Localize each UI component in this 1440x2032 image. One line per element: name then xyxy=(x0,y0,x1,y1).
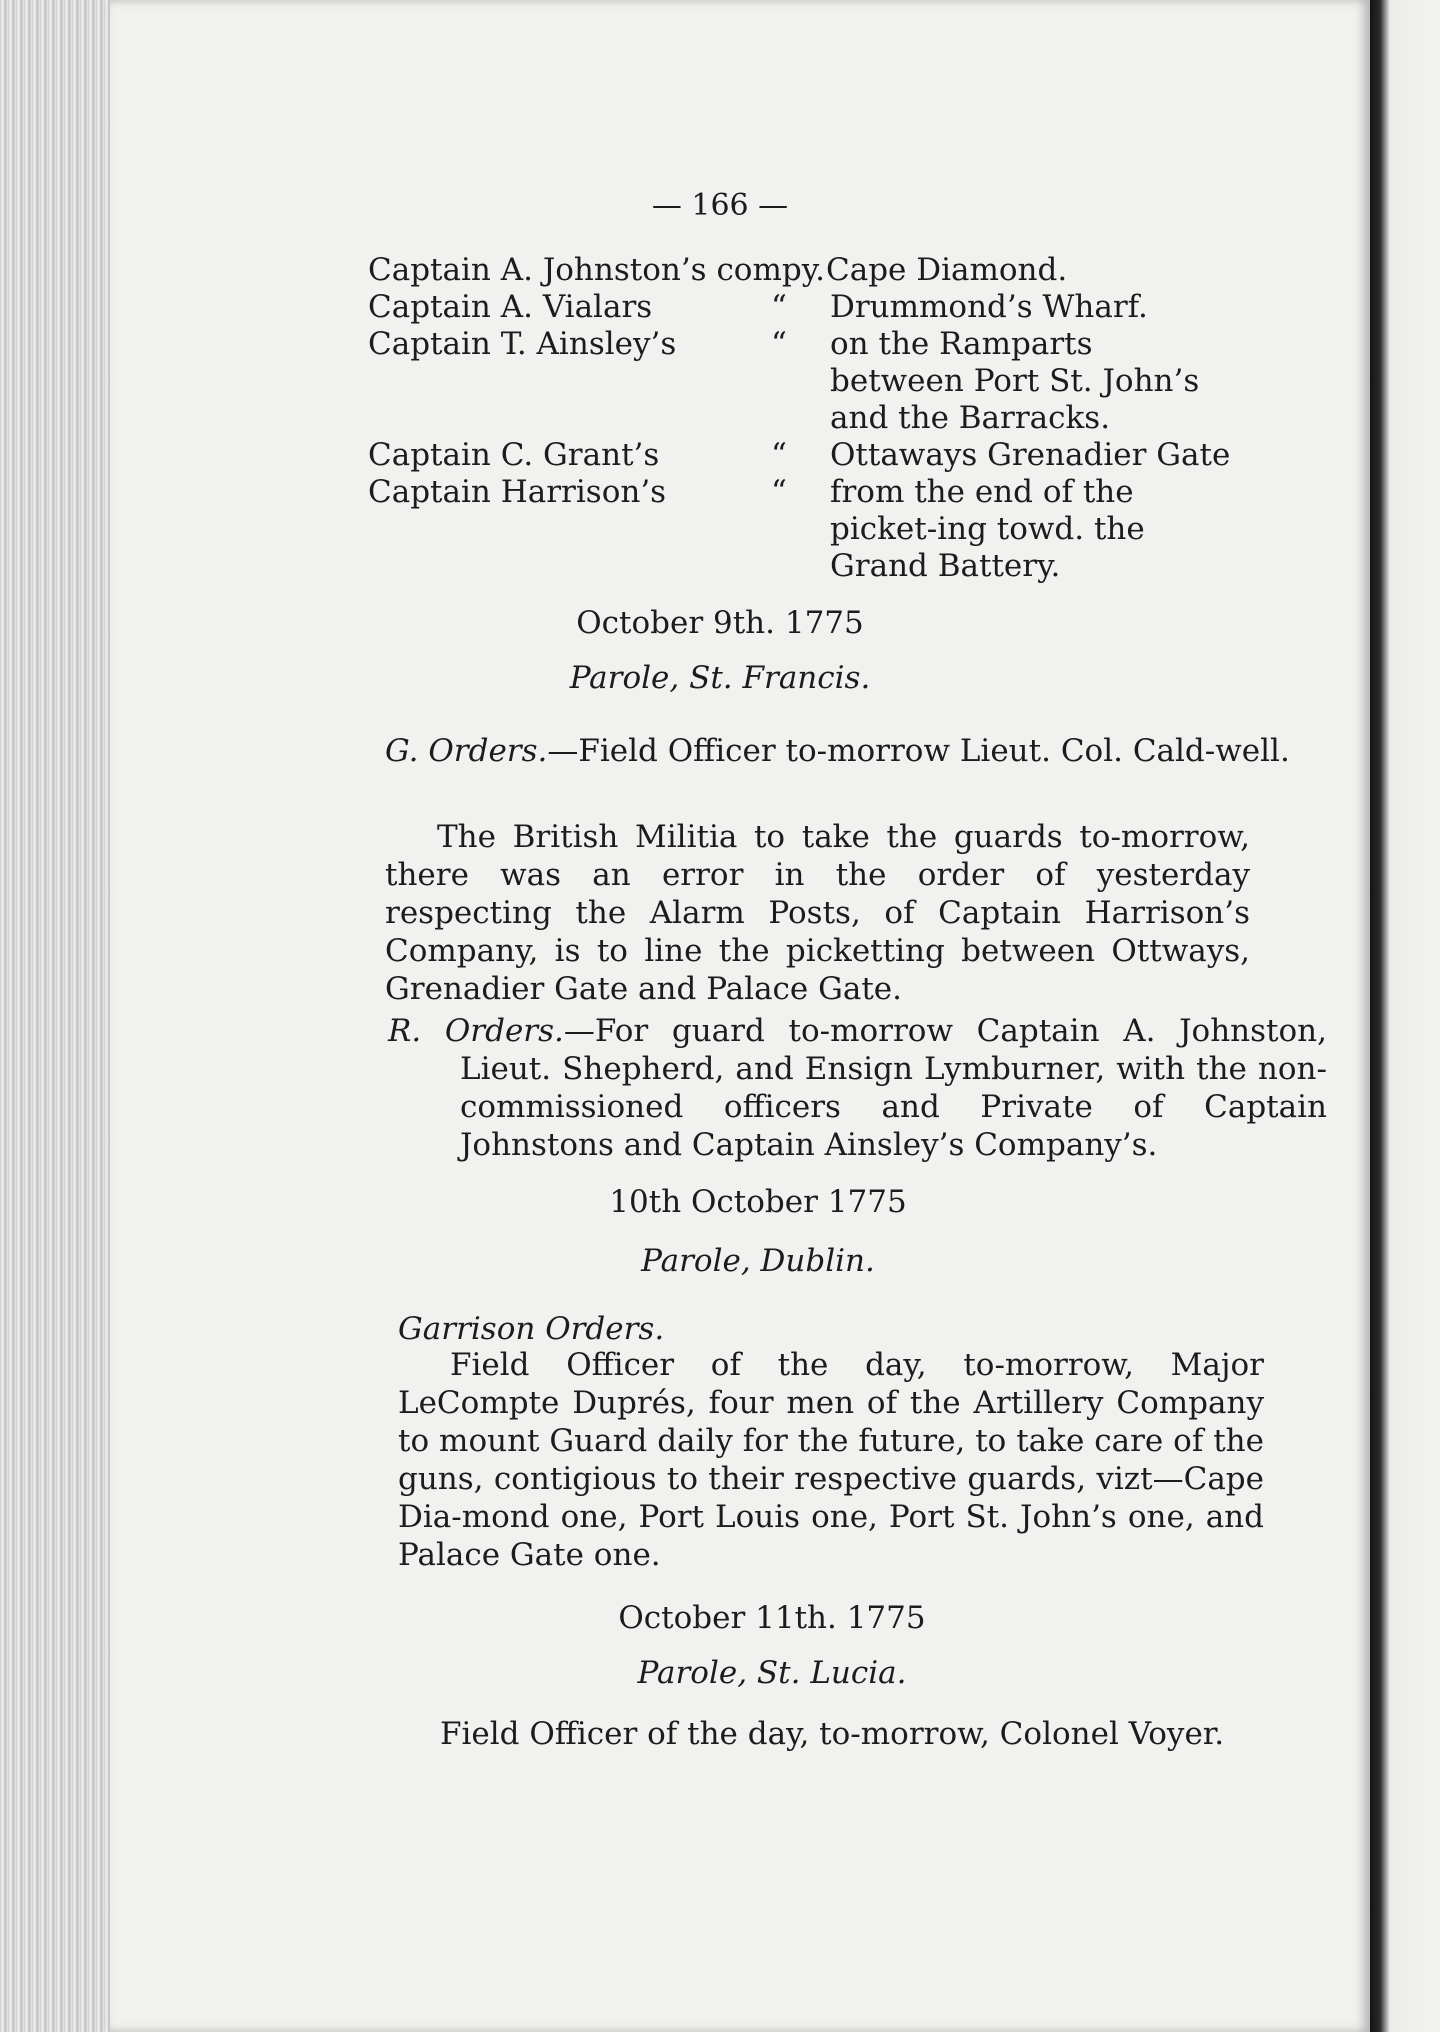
roster-post: Ottaways Grenadier Gate xyxy=(830,437,1231,473)
roster-company: Captain T. Ainsley’s xyxy=(368,326,677,362)
ditto-mark: “ xyxy=(771,289,787,325)
roster-post: from the end of the picket-ing towd. the Grand Battery. xyxy=(830,474,1145,584)
parole-oct-11: Parole, St. Lucia. xyxy=(637,1655,907,1691)
general-orders-oct-9 xyxy=(385,732,1317,770)
date-heading-oct-11: October 11th. 1775 xyxy=(618,1600,926,1636)
garrison-orders-label: Garrison Orders. xyxy=(398,1311,665,1347)
regimental-orders-oct-9 xyxy=(388,1012,1327,1164)
ditto-mark: “ xyxy=(771,474,787,510)
parole-oct-9: Parole, St. Francis. xyxy=(569,660,871,696)
book-page-edges xyxy=(0,0,118,2032)
date-heading-oct-9: October 9th. 1775 xyxy=(576,605,864,641)
field-officer-oct-11: Field Officer of the day, to-morrow, Colonel Voyer. xyxy=(440,1716,1225,1752)
regimental-orders-label: R. Orders. xyxy=(388,1013,564,1049)
general-orders-text: —Field Officer to-morrow Lieut. Col. Cald-well. xyxy=(547,733,1290,769)
facing-page-edge xyxy=(1370,0,1440,2032)
roster-post: Drummond’s Wharf. xyxy=(830,289,1148,325)
garrison-orders-text: Field Officer of the day, to-morrow, Major LeCompte Duprés, four men of the Artillery Company to mount Guard daily for the future, to take care of the guns, contigious to their respective guards, vizt—Cape Dia-mond one, Port Louis one, Port St. John’s one, and Palace Gate one. xyxy=(398,1347,1264,1573)
roster-company: Captain A. Vialars xyxy=(368,289,653,325)
militia-order-paragraph: The British Militia to take the guards to-morrow, there was an error in the order of yesterday respecting the Alarm Posts, of Captain Harrison’s Company, is to line the picketting between Ottways, Grenadier Gate and Palace Gate. xyxy=(385,819,1250,1007)
roster-company: Captain A. Johnston’s compy. xyxy=(368,252,825,288)
roster-company: Captain Harrison’s xyxy=(368,474,667,510)
general-orders-label: G. Orders. xyxy=(385,733,548,769)
roster-post: on the Ramparts between Port St. John’s and the Barracks. xyxy=(830,326,1200,436)
ditto-mark: “ xyxy=(771,437,787,473)
page-number: — 166 — xyxy=(651,188,789,223)
roster-post: Cape Diamond. xyxy=(826,252,1068,288)
roster-company: Captain C. Grant’s xyxy=(368,437,660,473)
parole-oct-10: Parole, Dublin. xyxy=(641,1243,875,1279)
ditto-mark: “ xyxy=(771,326,787,362)
date-heading-oct-10: 10th October 1775 xyxy=(609,1184,907,1220)
regimental-orders-text: —For guard to-morrow Captain A. Johnston, Lieut. Shepherd, and Ensign Lymburner, with the non-commissioned officers and Private of Captain Johnstons and Captain Ainsley’s Company’s. xyxy=(460,1013,1327,1163)
